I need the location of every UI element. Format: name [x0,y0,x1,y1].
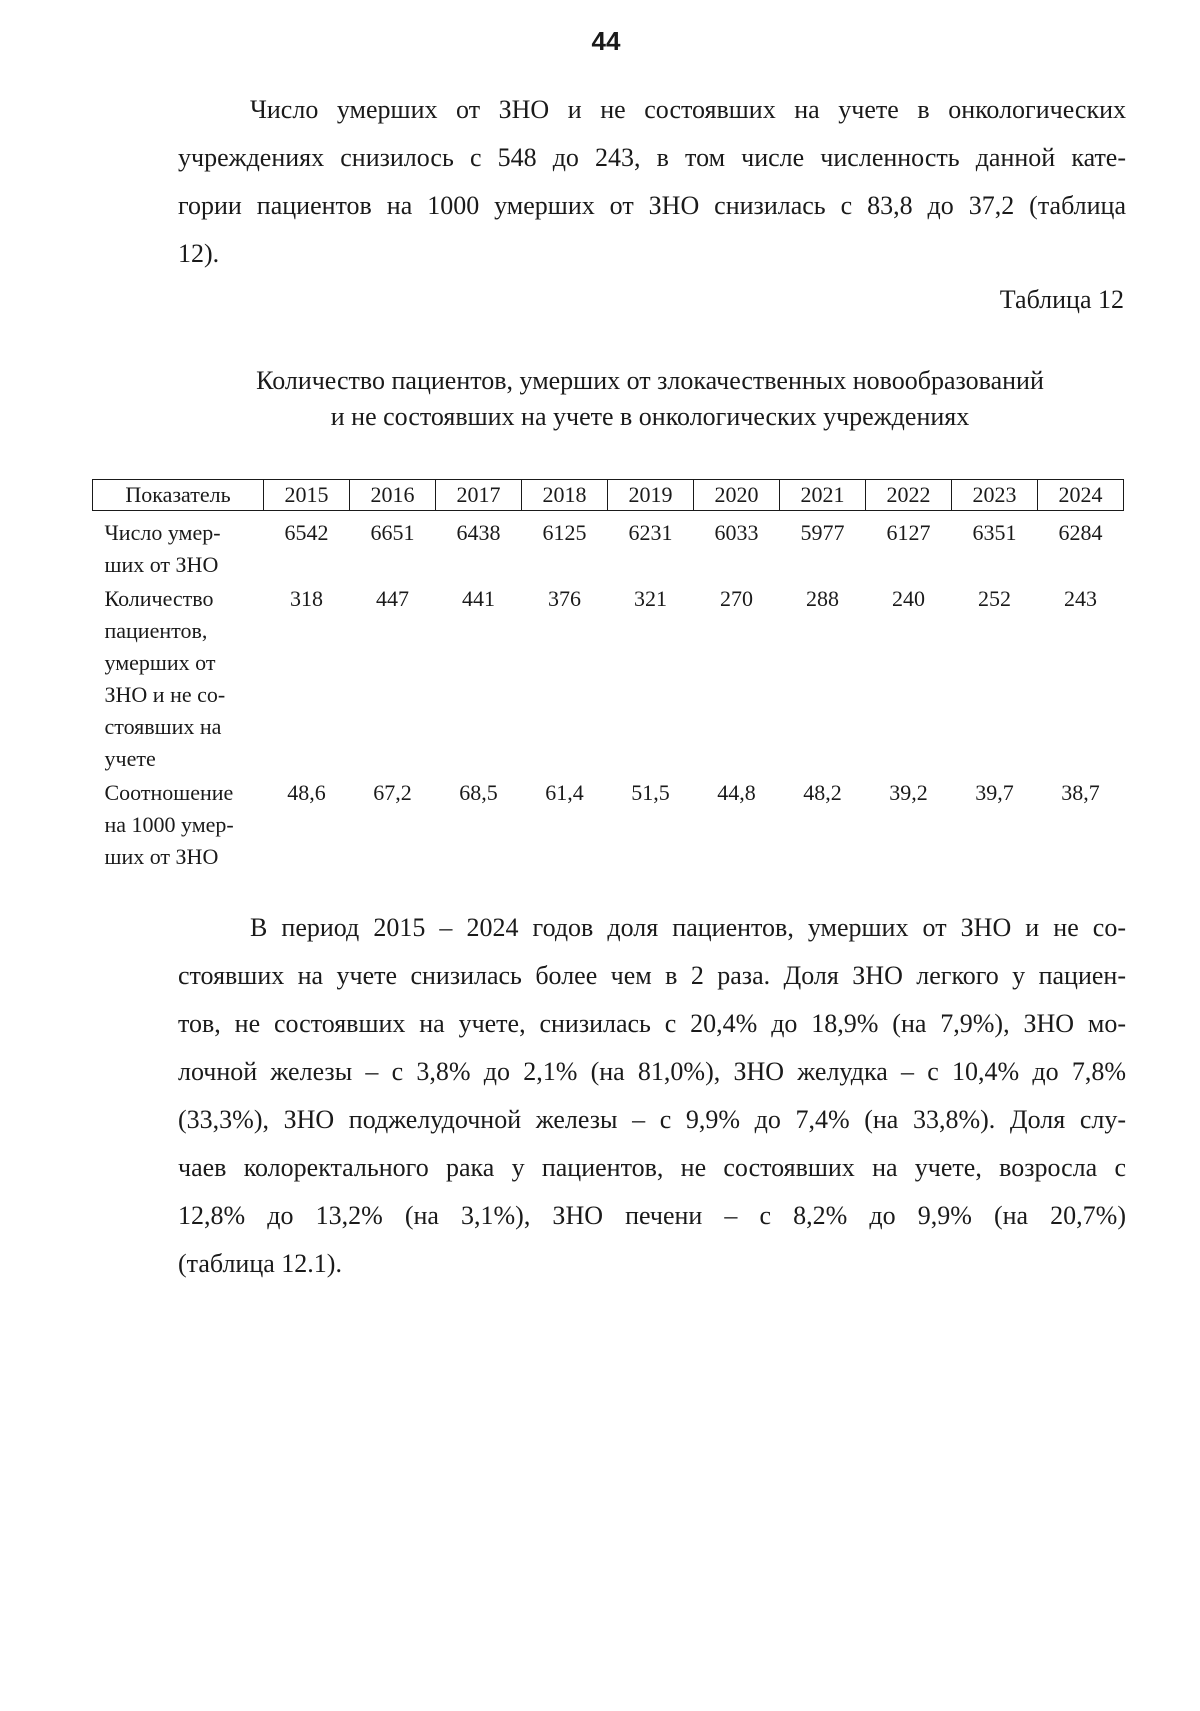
paragraph-line: (таблица 12.1). [178,1249,342,1278]
paragraph-line: 12). [178,239,220,268]
paragraph-line: стоявших на учете снизилась более чем в 2 раза. Доля ЗНО легкого у пациен- [178,961,1126,990]
table-cell: 39,7 [975,780,1014,805]
column-header: 2020 [694,480,780,511]
row-label-line: Соотношение [104,780,234,805]
table-cell: 240 [892,586,925,611]
column-header: 2024 [1038,480,1124,511]
paragraph-line: тов, не состоявших на учете, снизилась с 20,4% до 18,9% (на 7,9%), ЗНО мо- [178,1009,1126,1038]
table-cell: 38,7 [1061,780,1100,805]
table-cell: 288 [806,586,839,611]
column-header: 2022 [866,480,952,511]
table-cell: 44,8 [717,780,756,805]
table-cell: 270 [720,586,753,611]
table-cell: 48,6 [287,780,326,805]
table-cell: 321 [634,586,667,611]
column-header: 2016 [350,480,436,511]
table-cell: 6231 [628,520,673,545]
table-cell: 61,4 [545,780,584,805]
row-label [93,775,264,873]
table-cell: 6542 [284,520,329,545]
table-cell: 67,2 [373,780,412,805]
column-header: 2015 [264,480,350,511]
row-label-line: ЗНО и не со- [104,682,226,707]
paragraph-line: гории пациентов на 1000 умерших от ЗНО снизилась с 83,8 до 37,2 (таблица [178,191,1126,220]
table-cell: 68,5 [459,780,498,805]
paragraph-line: Число умерших от ЗНО и не состоявших на учете в онкологических [250,95,1126,124]
page-number: 44 [591,26,621,56]
table-cell: 376 [548,586,581,611]
column-header: 2018 [522,480,608,511]
table-header-row [93,480,1124,511]
analysis-paragraph [178,904,1126,1288]
table-cell: 39,2 [889,780,928,805]
table-title-line: Количество пациентов, умерших от злокачественных новообразований [256,366,1044,395]
table-title-line: и не состоявших на учете в онкологических учреждениях [330,402,970,431]
table-cell: 6284 [1058,520,1103,545]
table-cell: 6125 [542,520,587,545]
column-header: Показатель [93,480,264,511]
column-header: 2021 [780,480,866,511]
table-cell: 51,5 [631,780,670,805]
paragraph-line: (33,3%), ЗНО поджелудочной железы – с 9,9% до 7,4% (на 33,8%). Доля слу- [178,1105,1126,1134]
table-cell: 48,2 [803,780,842,805]
table-row [93,775,1124,873]
paragraph-line: 12,8% до 13,2% (на 3,1%), ЗНО печени – с 8,2% до 9,9% (на 20,7%) [178,1201,1126,1230]
table-cell: 5977 [800,520,845,545]
row-label [93,511,264,582]
paragraph-line: лочной железы – с 3,8% до 2,1% (на 81,0%), ЗНО желудка – с 10,4% до 7,8% [178,1057,1126,1086]
table-cell: 252 [978,586,1011,611]
table-row [93,511,1124,582]
table-cell: 447 [376,586,409,611]
intro-paragraph [178,86,1126,278]
row-label-line: ших от ЗНО [104,844,219,869]
table-cell: 243 [1064,586,1097,611]
row-label-line: учете [104,746,156,771]
table-cell: 6127 [886,520,931,545]
paragraph-line: учреждениях снизилось с 548 до 243, в том числе численность данной кате- [178,143,1126,172]
table-cell: 6651 [370,520,415,545]
table-cell: 318 [290,586,323,611]
paragraph-line: чаев колоректального рака у пациентов, не состоявших на учете, возросла с [178,1153,1126,1182]
row-label-line: на 1000 умер- [104,812,234,837]
column-header: 2017 [436,480,522,511]
row-label [93,581,264,775]
statistics-table [92,479,1124,873]
table-title [130,363,1170,435]
column-header: 2019 [608,480,694,511]
paragraph-line: В период 2015 – 2024 годов доля пациентов, умерших от ЗНО и не со- [250,913,1126,942]
table-cell: 441 [462,586,495,611]
row-label-line: Количество [104,586,214,611]
column-header: 2023 [952,480,1038,511]
row-label-line: ших от ЗНО [104,552,219,577]
table-row [93,581,1124,775]
table-cell: 6351 [972,520,1017,545]
table-label: Таблица 12 [999,285,1124,314]
row-label-line: Число умер- [104,520,221,545]
table-cell: 6033 [714,520,759,545]
row-label-line: пациентов, [104,618,208,643]
row-label-line: стоявших на [104,714,222,739]
row-label-line: умерших от [104,650,216,675]
table-cell: 6438 [456,520,501,545]
